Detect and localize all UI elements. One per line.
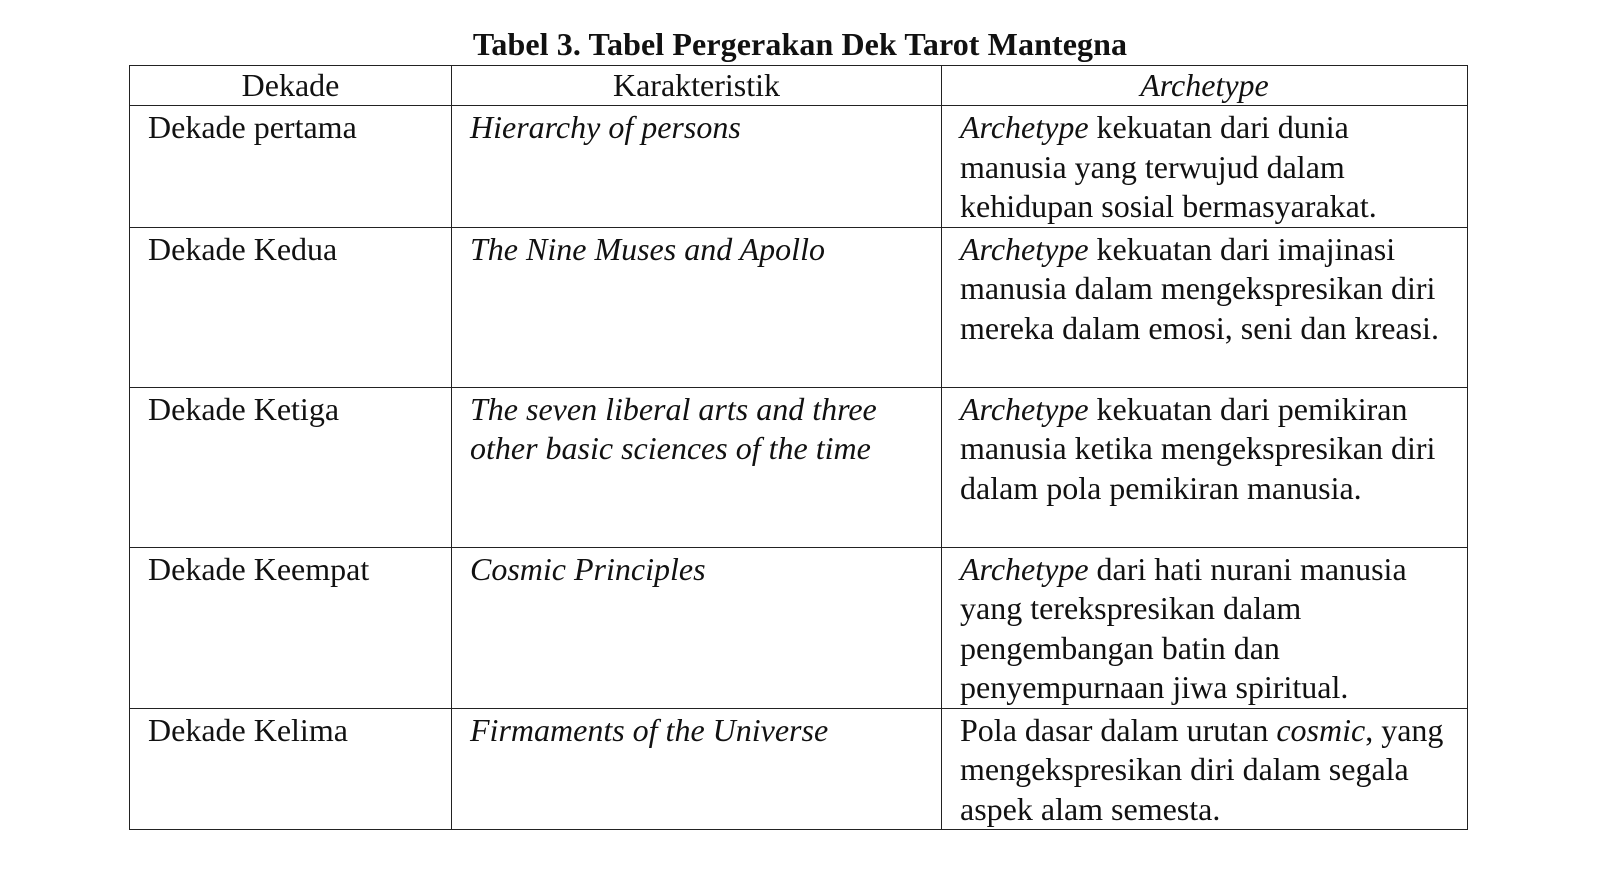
archetype-pre: Pola dasar dalam urutan [960, 711, 1277, 748]
archetype-italic: Archetype [960, 230, 1089, 267]
cell-archetype [942, 106, 1468, 228]
cell-dekade: Dekade Kelima [130, 708, 452, 830]
table-title: Tabel 3. Tabel Pergerakan Dek Tarot Mantegna [472, 26, 1128, 62]
table-row [130, 227, 1468, 387]
table-row [130, 387, 1468, 547]
cell-karakteristik: Cosmic Principles [452, 547, 942, 708]
table-row [130, 547, 1468, 708]
archetype-text: kekuatan dari pemikiran manusia ketika mengekspresikan diri dalam pola pemikiran manusia. [960, 390, 1436, 506]
archetype-italic: Archetype [960, 550, 1089, 587]
archetype-text: dari hati nurani manusia yang terekspresikan dalam pengembangan batin dan penyempurnaan jiwa spiritual. [960, 550, 1407, 705]
cell-dekade: Dekade Keempat [130, 547, 452, 708]
archetype-text: , yang mengekspresikan diri dalam segala aspek alam semesta. [960, 711, 1444, 827]
archetype-text: kekuatan dari dunia manusia yang terwujud dalam kehidupan sosial bermasyarakat. [960, 109, 1377, 224]
archetype-italic: cosmic [1276, 711, 1366, 748]
archetype-italic: Archetype [960, 390, 1089, 427]
header-row [130, 66, 1468, 106]
archetype-italic: Archetype [960, 109, 1089, 145]
cell-dekade: Dekade Ketiga [130, 387, 452, 547]
cell-karakteristik: The seven liberal arts and three other basic sciences of the time [452, 387, 942, 547]
cell-archetype [942, 227, 1468, 387]
header-archetype: Archetype [942, 66, 1468, 106]
cell-karakteristik: The Nine Muses and Apollo [452, 227, 942, 387]
archetype-text: kekuatan dari imajinasi manusia dalam mengekspresikan diri mereka dalam emosi, seni dan kreasi. [960, 230, 1439, 346]
cell-archetype [942, 387, 1468, 547]
table-row [130, 106, 1468, 228]
cell-dekade: Dekade Kedua [130, 227, 452, 387]
tarot-movement-table [129, 65, 1468, 830]
cell-dekade: Dekade pertama [130, 106, 452, 228]
cell-archetype [942, 708, 1468, 830]
header-dekade: Dekade [130, 66, 452, 106]
cell-karakteristik: Hierarchy of persons [452, 106, 942, 228]
cell-karakteristik: Firmaments of the Universe [452, 708, 942, 830]
header-karakteristik: Karakteristik [452, 66, 942, 106]
cell-archetype [942, 547, 1468, 708]
table-row [130, 708, 1468, 830]
